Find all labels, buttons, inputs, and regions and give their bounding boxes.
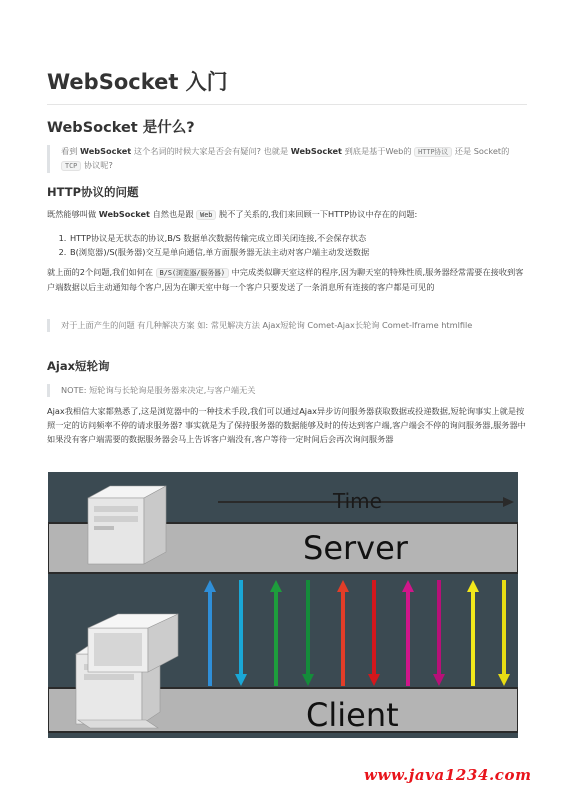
paragraph-chatroom: 就上面的2个问题,我们如何在 B/S(浏览器/服务器) 中完成类似聊天室这样的程序,因为聊天室的特殊性质,服务器经常需要在接收到客户端数据以后主动通知每个客户,因为在聊天室中每一个客户只要发送了一条消息所有连接的客户都是可见的 bbox=[47, 267, 524, 292]
client-label: Client bbox=[306, 696, 399, 734]
inline-code: Web bbox=[196, 210, 216, 220]
paragraph-ajax: Ajax我相信大家都熟悉了,这是浏览器中的一种技术手段,我们可以通过Ajax异步访问服务器获取数据或投递数据,短轮询事实上就是按照一定的访问频率不停的请求服务器? 事实就是为了保持服务器的数据能够及时的传达到客户端,客户端会不停的询问服务器,服务器中如果没有客户端需要的数据服务器会马上告诉客户端没有,客户等待一定时间后会再次询问服务器 bbox=[47, 406, 526, 444]
inline-code: B/S(浏览器/服务器) bbox=[156, 268, 229, 278]
site-watermark: www.java1234.com bbox=[364, 766, 532, 784]
section-heading-http-problems: HTTP协议的问题 bbox=[47, 185, 139, 199]
blockquote-note: NOTE: 短轮询与长轮询是服务器来决定,与客户端无关 bbox=[47, 384, 529, 397]
section-heading-what-is-websocket: WebSocket 是什么? bbox=[47, 120, 195, 136]
server-computer-icon bbox=[88, 486, 166, 564]
blockquote-question: 看到 WebSocket 这个名词的时候大家是否会有疑问? 也就是 WebSocket 到底是基于Web的 HTTP协议 还是 Socket的 TCP 协议呢? bbox=[47, 145, 529, 173]
paragraph-intro: 既然能够叫做 WebSocket 自然也是跟 Web 脱不了关系的,我们来回顾一下HTTP协议中存在的问题: bbox=[47, 209, 418, 219]
inline-code: TCP bbox=[61, 161, 81, 171]
list-item: 2. B(浏览器)/S(服务器)交互是单向通信,单方面服务器无法主动对客户端主动发送数据 bbox=[69, 245, 527, 259]
section-heading-ajax-polling: Ajax短轮询 bbox=[47, 359, 110, 373]
page-title: WebSocket 入门 bbox=[47, 66, 527, 105]
blockquote-solutions: 对于上面产生的问题 有几种解决方案 如: 常见解决方法 Ajax短轮询 Comet-Ajax长轮询 Comet-Iframe htmlfile bbox=[47, 319, 529, 332]
list-item: 1. HTTP协议是无状态的协议,B/S 数据单次数据传输完成立即关闭连接,不会保存状态 bbox=[69, 231, 527, 245]
problem-list bbox=[47, 231, 527, 259]
polling-diagram bbox=[48, 472, 518, 738]
server-label: Server bbox=[303, 529, 408, 567]
inline-code: HTTP协议 bbox=[414, 147, 452, 157]
time-label: Time bbox=[333, 489, 382, 513]
